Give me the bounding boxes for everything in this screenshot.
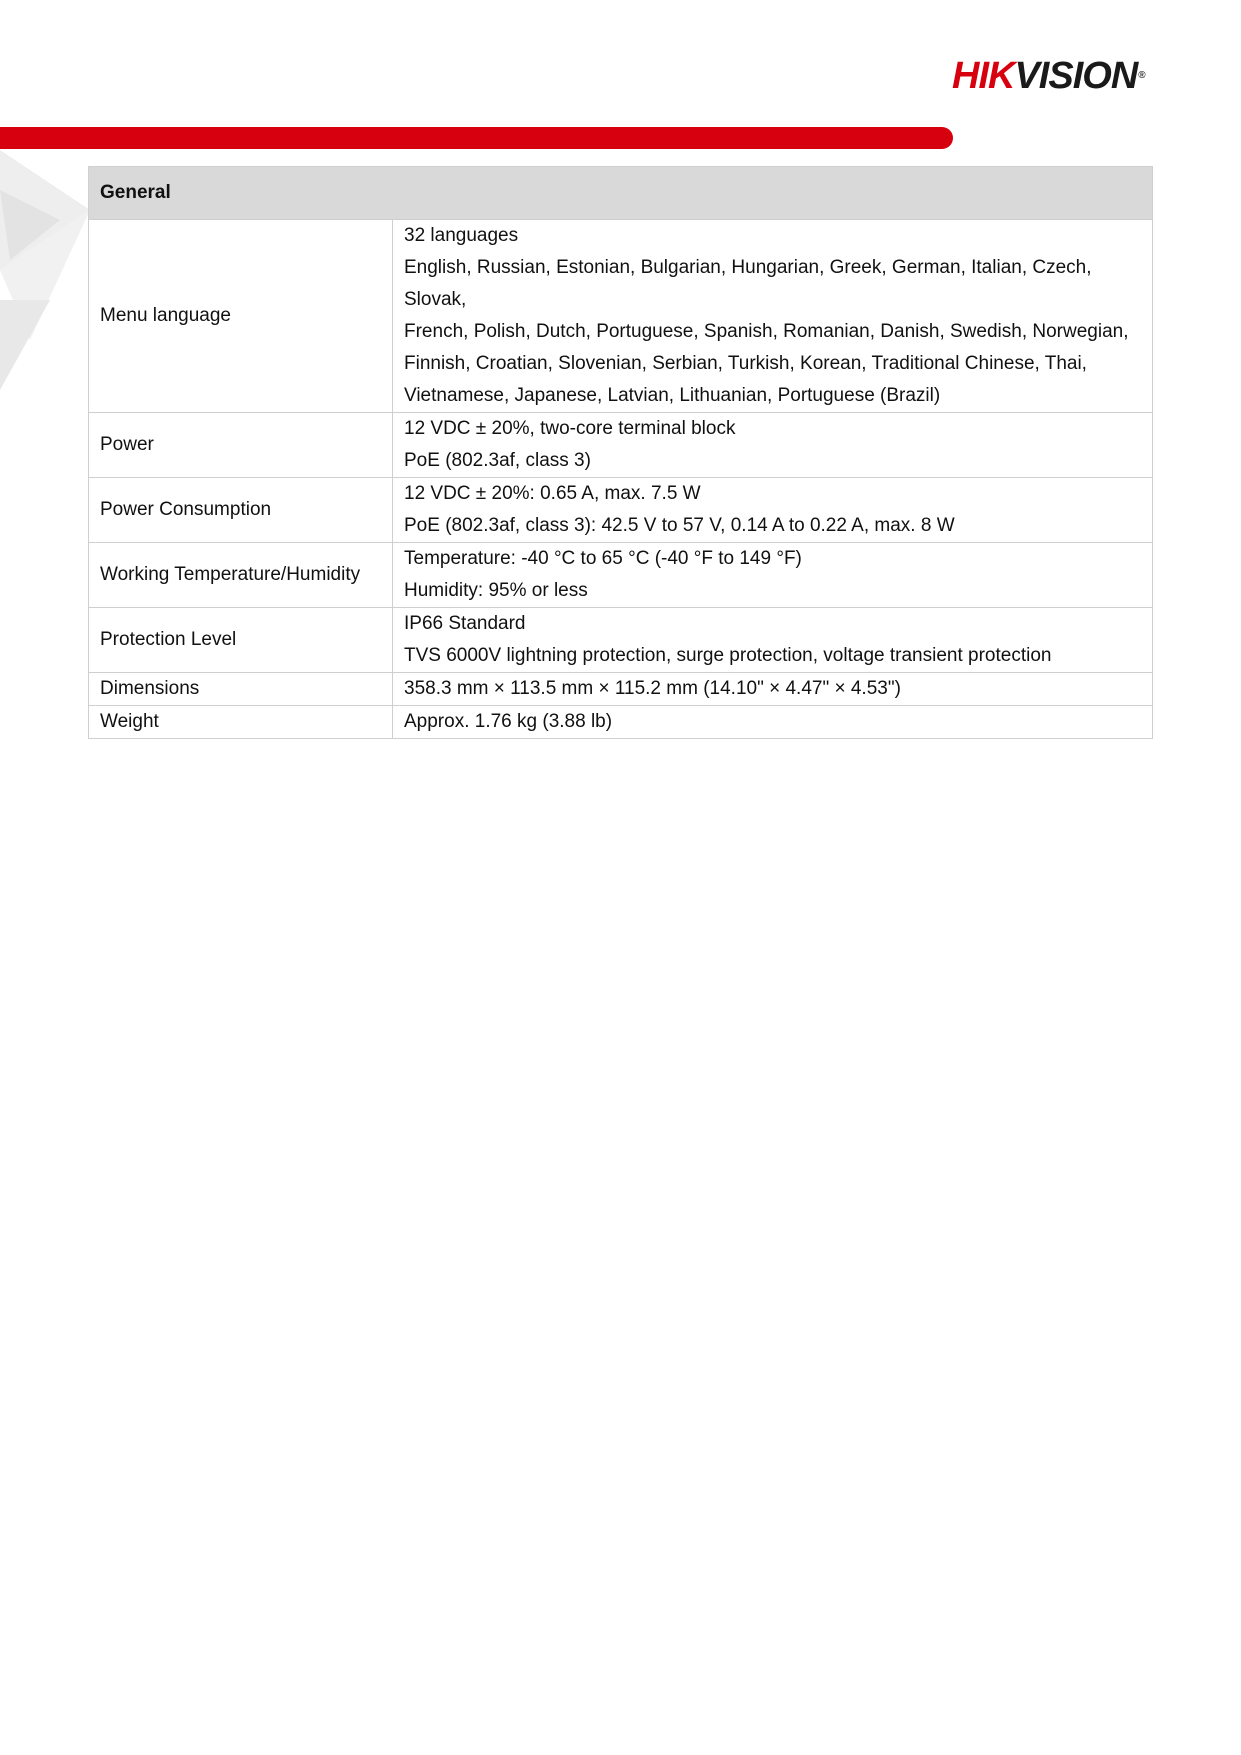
value-line: 12 VDC ± 20%: 0.65 A, max. 7.5 W — [404, 483, 701, 504]
value-line: 358.3 mm × 113.5 mm × 115.2 mm (14.10" × 4.47" × 4.53") — [404, 678, 901, 699]
logo-hik-text: HIK — [952, 55, 1015, 97]
row-value — [393, 413, 1153, 478]
row-label: Working Temperature/Humidity — [89, 543, 393, 608]
row-value — [393, 706, 1153, 739]
table-row — [89, 413, 1153, 478]
specification-table — [88, 166, 1153, 739]
value-line: PoE (802.3af, class 3) — [404, 450, 591, 471]
row-label: Power Consumption — [89, 478, 393, 543]
row-value — [393, 673, 1153, 706]
value-line: Finnish, Croatian, Slovenian, Serbian, Turkish, Korean, Traditional Chinese, Thai, — [404, 353, 1087, 374]
value-line: TVS 6000V lightning protection, surge protection, voltage transient protection — [404, 645, 1052, 666]
table-row — [89, 673, 1153, 706]
row-value — [393, 478, 1153, 543]
decorative-triangles-graphic — [0, 150, 90, 400]
row-label: Protection Level — [89, 608, 393, 673]
value-line: Temperature: -40 °C to 65 °C (-40 °F to 149 °F) — [404, 548, 802, 569]
value-line: Humidity: 95% or less — [404, 580, 588, 601]
value-line: IP66 Standard — [404, 613, 526, 634]
row-label: Weight — [89, 706, 393, 739]
table-row — [89, 478, 1153, 543]
section-title: General — [89, 167, 1153, 220]
table-row — [89, 543, 1153, 608]
header-red-bar — [0, 127, 953, 149]
table-row — [89, 220, 1153, 413]
row-value — [393, 220, 1153, 413]
table-section-header — [89, 167, 1153, 220]
value-line: PoE (802.3af, class 3): 42.5 V to 57 V, 0.14 A to 0.22 A, max. 8 W — [404, 515, 955, 536]
row-label: Power — [89, 413, 393, 478]
row-label: Menu language — [89, 220, 393, 413]
row-label: Dimensions — [89, 673, 393, 706]
logo-vision-text: VISION — [1014, 55, 1138, 97]
row-value — [393, 543, 1153, 608]
value-line: English, Russian, Estonian, Bulgarian, Hungarian, Greek, German, Italian, Czech, Slovak, — [404, 257, 1092, 310]
table-row — [89, 608, 1153, 673]
value-line: 12 VDC ± 20%, two-core terminal block — [404, 418, 736, 439]
row-value — [393, 608, 1153, 673]
value-line: Vietnamese, Japanese, Latvian, Lithuanian, Portuguese (Brazil) — [404, 385, 941, 406]
hikvision-logo — [952, 56, 1145, 96]
value-line: Approx. 1.76 kg (3.88 lb) — [404, 711, 613, 732]
table-row — [89, 706, 1153, 739]
value-line: French, Polish, Dutch, Portuguese, Spanish, Romanian, Danish, Swedish, Norwegian, — [404, 321, 1129, 342]
value-line: 32 languages — [404, 225, 519, 246]
logo-registered-mark: ® — [1138, 70, 1145, 81]
